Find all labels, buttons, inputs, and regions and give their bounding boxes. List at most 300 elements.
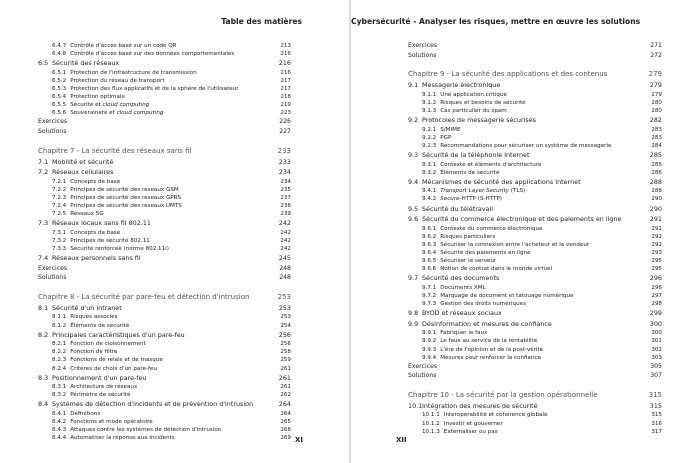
toc-entry-page-number: 233 <box>278 157 291 166</box>
toc-section-entry[interactable] <box>408 178 662 188</box>
toc-sub-entry[interactable] <box>38 69 291 77</box>
toc-entry-number: 9.7.3 <box>422 301 437 308</box>
toc-entry-number: 7.2.2 <box>52 186 67 193</box>
toc-sub-entry[interactable] <box>38 348 291 356</box>
toc-entry-text: Chapitre 8 - La sécurité par pare-feu et détection d'intrusion <box>38 292 250 301</box>
toc-entry-text: Interopérabilité et cohérence globale <box>443 412 548 419</box>
toc-entry-page-number: 290 <box>649 204 662 213</box>
toc-entry-page-number: 237 <box>280 194 291 201</box>
toc-entry-title <box>52 178 120 186</box>
toc-entry-page-number: 253 <box>277 292 291 301</box>
toc-entry-text: L'ère de l'opinion et de la post-vérité <box>440 346 544 353</box>
toc-entry-title <box>422 161 541 169</box>
toc-entry-title <box>52 210 104 218</box>
toc-section-entry[interactable] <box>408 402 662 412</box>
toc-entry-title <box>422 411 547 419</box>
toc-sub-entry[interactable] <box>38 356 291 364</box>
toc-entry-page-number: 288 <box>649 177 662 186</box>
toc-entry-page-number: 217 <box>280 77 291 84</box>
toc-entry-page-number: 317 <box>651 428 662 435</box>
toc-sub-entry[interactable] <box>408 249 662 257</box>
toc-entry-text: Fonctions de relais et de masque <box>70 357 163 364</box>
toc-entry-text: Fabriquer le faux <box>440 330 488 337</box>
toc-entry-text: Réseaux locaux sans fil 802.11 <box>52 219 151 228</box>
toc-entry-title <box>422 225 543 233</box>
toc-section-entry[interactable] <box>408 116 662 126</box>
toc-entry-text: Chapitre 9 - La sécurité des applications et des contenus <box>408 70 608 79</box>
toc-entry-page-number: 300 <box>651 330 662 337</box>
toc-sub-entry[interactable] <box>408 337 662 345</box>
toc-sub-entry[interactable] <box>408 225 662 233</box>
toc-sub-entry[interactable] <box>38 93 291 101</box>
toc-entry-text: Sécurité du commerce électronique et des paiements en ligne <box>422 215 622 224</box>
toc-entry-title <box>52 93 125 101</box>
toc-entry-text: Cas particulier du spam <box>440 107 507 114</box>
toc-entry-page-number: 254 <box>280 322 291 329</box>
toc-entry-text: Contrôle d'accès basé sur des données comportementales <box>70 51 235 58</box>
toc-section-entry[interactable] <box>408 320 662 330</box>
toc-entry-number: 7.3.2 <box>52 237 67 244</box>
toc-entry-page-number: 283 <box>651 126 662 133</box>
toc-entry-number: 9.1.1 <box>422 91 437 98</box>
toc-section-entry[interactable] <box>38 304 291 314</box>
toc-entry-number: 8.2.3 <box>52 357 67 364</box>
toc-entry-page-number: 261 <box>278 373 291 382</box>
toc-sub-entry[interactable] <box>38 365 291 373</box>
toc-section-entry[interactable] <box>408 309 662 319</box>
toc-section-entry[interactable] <box>38 374 291 384</box>
toc-sub-entry[interactable] <box>38 410 291 418</box>
toc-entry-page-number: 233 <box>277 146 291 155</box>
toc-section-entry[interactable] <box>38 254 291 264</box>
toc-entry-text: (TLS) <box>509 188 526 195</box>
toc-entry-number: 9.9.2 <box>422 338 437 345</box>
toc-entry-page-number: 242 <box>280 237 291 244</box>
toc-sub-entry[interactable] <box>408 142 662 150</box>
toc-entry-number: 6.4.8 <box>52 51 67 58</box>
toc-entry-page-number: 286 <box>651 169 662 176</box>
toc-extra-entry[interactable] <box>408 51 662 61</box>
toc-entry-title <box>52 340 146 348</box>
toc-entry-number: 9.2 <box>408 116 419 125</box>
toc-sub-entry[interactable] <box>38 194 291 202</box>
toc-sub-entry[interactable] <box>408 257 662 265</box>
toc-entry-text: Critères de choix d'un pare-feu <box>70 365 157 372</box>
toc-sub-entry[interactable] <box>408 354 662 362</box>
toc-entry-page-number: 217 <box>280 85 291 92</box>
toc-entry-text: Mobilité et sécurité <box>52 157 114 166</box>
toc-entry-title <box>52 69 197 77</box>
toc-entry-page-number: 264 <box>280 410 291 417</box>
page-number: XI <box>294 436 303 444</box>
toc-sub-entry[interactable] <box>408 265 662 273</box>
toc-entry-number: 9.5 <box>408 204 419 213</box>
toc-sub-entry[interactable] <box>408 195 662 203</box>
toc-entry-page-number: 265 <box>280 419 291 426</box>
toc-entry-title <box>408 320 552 330</box>
toc-entry-title <box>52 186 179 194</box>
running-head: Table des matières <box>221 17 302 26</box>
toc-entry-title <box>408 69 607 79</box>
toc-entry-title <box>38 374 146 384</box>
toc-entry-title <box>422 354 541 362</box>
toc-extra-entry[interactable] <box>408 362 662 372</box>
toc-sub-entry[interactable] <box>408 107 662 115</box>
toc-entry-number: 7.2.5 <box>52 211 67 218</box>
toc-entry-title <box>422 107 507 115</box>
toc-entry-number: 9.9 <box>408 319 419 328</box>
toc-entry-title-italic: cloud computing <box>102 102 150 109</box>
toc-sub-entry[interactable] <box>38 340 291 348</box>
toc-entry-number: 9.9.4 <box>422 354 437 361</box>
toc-entry-title <box>52 313 117 321</box>
toc-sub-entry[interactable] <box>408 411 662 419</box>
toc-entry-page-number: 315 <box>651 412 662 419</box>
toc-entry-page-number: 298 <box>651 301 662 308</box>
toc-entry-text: Notion de contrat dans le monde virtuel <box>440 266 553 273</box>
toc-entry-number: 8.3.1 <box>52 384 67 391</box>
toc-entry-text: Messagerie électronique <box>422 81 501 90</box>
toc-entry-page-number: 296 <box>649 274 662 283</box>
toc-entry-text: Intégration des mesures de sécurité <box>422 401 538 410</box>
toc-sub-entry[interactable] <box>408 134 662 142</box>
toc-entry-title <box>422 187 525 195</box>
toc-entry-page-number: 226 <box>279 118 291 126</box>
toc-entry-text: Attaques contre les systèmes de détection d'intrusion <box>70 427 222 434</box>
toc-sub-entry[interactable] <box>408 292 662 300</box>
toc-entry-title <box>408 362 437 372</box>
toc-entry-title <box>38 273 66 283</box>
toc-entry-title <box>422 292 574 300</box>
toc-entry-number: 8.4.4 <box>52 435 67 442</box>
toc-entry-text: Une application critique <box>440 91 507 98</box>
toc-entry-page-number: 269 <box>280 435 291 442</box>
toc-entry-text: Gestion des droits numériques <box>440 301 526 308</box>
toc-section-entry[interactable] <box>38 158 291 168</box>
toc-entry-title <box>408 274 499 284</box>
toc-entry-number: 8.4 <box>38 400 49 409</box>
toc-entry-title <box>52 42 177 50</box>
toc-extra-entry[interactable] <box>408 371 662 381</box>
toc-entry-page-number: 256 <box>280 341 291 348</box>
toc-sub-entry[interactable] <box>38 101 291 109</box>
toc-entry-text: BYOD et réseaux sociaux <box>422 309 502 318</box>
toc-entry-title <box>52 50 234 58</box>
toc-entry-number: 9.7.1 <box>422 284 437 291</box>
toc-entry-title <box>408 402 538 412</box>
toc-entry-title <box>408 390 598 400</box>
toc-entry-page-number: 262 <box>280 392 291 399</box>
toc-entry-page-number: 300 <box>649 319 662 328</box>
toc-entry-title <box>38 59 119 69</box>
toc-entry-title <box>408 41 437 51</box>
toc-section-entry[interactable] <box>408 81 662 91</box>
toc-entry-title <box>38 292 249 302</box>
toc-entry-page-number: 297 <box>651 292 662 299</box>
toc-entry-page-number: 280 <box>651 99 662 106</box>
toc-entry-text: Définitions <box>70 410 101 417</box>
toc-entry-title <box>52 194 181 202</box>
toc-entry-text: Protocoles de messagerie sécurisés <box>422 116 536 125</box>
toc-entry-page-number: 305 <box>650 362 662 370</box>
toc-entry-text: Solutions <box>408 51 437 59</box>
toc-entry-text: Sécurité d'un intranet <box>52 303 122 312</box>
toc-extra-entry[interactable] <box>408 41 662 51</box>
toc-sub-entry[interactable] <box>408 187 662 195</box>
toc-entry-number: 9.4.1 <box>422 188 437 195</box>
toc-entry-title <box>422 346 543 354</box>
toc-sub-entry[interactable] <box>38 178 291 186</box>
toc-sub-entry[interactable] <box>408 91 662 99</box>
toc-extra-entry[interactable] <box>38 117 291 127</box>
toc-entry-title <box>38 254 141 264</box>
toc-entry-title <box>38 146 191 156</box>
toc-sub-entry[interactable] <box>408 428 662 436</box>
toc-section-entry[interactable] <box>38 400 291 410</box>
toc-entry-number: 9.2.2 <box>422 134 437 141</box>
toc-entry-number: 7.2.1 <box>52 178 67 185</box>
toc-sub-entry[interactable] <box>38 434 291 442</box>
toc-entry-text: Sécurité du télétravail <box>422 204 494 213</box>
toc-entry-text: -HTTP (S-HTTP) <box>459 196 502 203</box>
toc-sub-entry[interactable] <box>38 50 291 58</box>
toc-entry-page-number: 264 <box>278 400 291 409</box>
toc-entry-number: 9.1 <box>408 81 419 90</box>
toc-sub-entry[interactable] <box>38 229 291 237</box>
toc-entry-number: 8.4.2 <box>52 419 67 426</box>
toc-entry-title <box>422 428 498 436</box>
toc-entry-text: Risques particuliers <box>440 233 496 240</box>
toc-entry-title <box>52 85 239 93</box>
toc-sub-entry[interactable] <box>38 237 291 245</box>
toc-entry-title <box>38 127 66 137</box>
toc-list <box>408 41 662 436</box>
toc-entry-title <box>38 168 113 178</box>
toc-entry-number: 9.6.2 <box>422 233 437 240</box>
toc-entry-text: Principes de sécurité des réseaux GSM <box>70 186 179 193</box>
toc-entry-text: Documents XML <box>440 284 486 291</box>
toc-sub-entry[interactable] <box>38 186 291 194</box>
toc-entry-title <box>422 169 499 177</box>
toc-entry-page-number: 242 <box>280 245 291 252</box>
toc-chapter-entry[interactable] <box>408 69 662 79</box>
toc-entry-text: PGP <box>440 134 452 141</box>
running-head: Cybersécurité - Analyser les risques, mettre en œuvre les solutions <box>351 17 641 26</box>
toc-sub-entry[interactable] <box>408 99 662 107</box>
toc-sub-entry[interactable] <box>408 420 662 428</box>
toc-sub-entry[interactable] <box>38 322 291 330</box>
toc-entry-number: 8.4.3 <box>52 427 67 434</box>
toc-section-entry[interactable] <box>408 205 662 215</box>
toc-entry-page-number: 295 <box>651 258 662 265</box>
toc-entry-title <box>52 202 182 210</box>
toc-entry-number: 10.1 <box>408 401 423 410</box>
toc-entry-page-number: 303 <box>651 354 662 361</box>
toc-sub-entry[interactable] <box>38 109 291 117</box>
toc-entry-text: Exercices <box>38 118 68 126</box>
toc-sub-entry[interactable] <box>38 418 291 426</box>
toc-entry-page-number: 285 <box>651 161 662 168</box>
toc-entry-text: Le faux au service de la rentabilité <box>440 338 538 345</box>
toc-entry-number: 6.5.5 <box>52 102 67 109</box>
toc-entry-page-number: 248 <box>279 274 291 282</box>
toc-entry-number: 9.3 <box>408 150 419 159</box>
toc-entry-number: 8.4.1 <box>52 410 67 417</box>
toc-entry-text: Concepts de base <box>70 178 121 185</box>
toc-entry-text: Sécuriser la connexion entre l'acheteur et le vendeur <box>440 241 590 248</box>
toc-sub-entry[interactable] <box>408 329 662 337</box>
toc-entry-text: Solutions <box>38 127 67 135</box>
toc-entry-text: Automatiser la réponse aux incidents <box>70 435 175 442</box>
toc-entry-page-number: 284 <box>651 142 662 149</box>
toc-entry-text: Positionnement d'un pare-feu <box>52 373 147 382</box>
toc-sub-entry[interactable] <box>408 233 662 241</box>
toc-sub-entry[interactable] <box>38 85 291 93</box>
toc-section-entry[interactable] <box>38 59 291 69</box>
toc-entry-number: 9.2.3 <box>422 142 437 149</box>
toc-list <box>38 42 291 442</box>
toc-section-entry[interactable] <box>38 331 291 341</box>
toc-entry-page-number: 301 <box>651 338 662 345</box>
toc-sub-entry[interactable] <box>38 42 291 50</box>
toc-entry-title <box>52 245 169 253</box>
toc-entry-number: 9.1.2 <box>422 99 437 106</box>
page-number: XII <box>396 436 407 444</box>
toc-entry-title <box>52 410 100 418</box>
toc-entry-text: Sécurité renforcée (norme 802.11i) <box>70 245 169 252</box>
toc-entry-title <box>422 284 486 292</box>
toc-entry-title <box>52 322 129 330</box>
toc-section-entry[interactable] <box>38 219 291 229</box>
toc-entry-title <box>408 151 530 161</box>
toc-entry-title <box>422 126 461 134</box>
toc-sub-entry[interactable] <box>408 300 662 308</box>
toc-entry-page-number: 242 <box>280 229 291 236</box>
toc-entry-text: Solutions <box>38 274 67 282</box>
toc-entry-text: Réseaux personnels sans fil <box>52 254 141 263</box>
toc-entry-number: 6.5.3 <box>52 85 67 92</box>
left-page <box>0 0 349 463</box>
toc-entry-page-number: 292 <box>651 233 662 240</box>
toc-entry-title <box>38 304 122 314</box>
toc-entry-title <box>422 420 503 428</box>
toc-entry-text: Souveraineté et <box>70 110 117 117</box>
toc-sub-entry[interactable] <box>408 169 662 177</box>
toc-entry-text: Protection du réseau de transport <box>70 77 165 84</box>
toc-entry-title <box>52 383 137 391</box>
toc-sub-entry[interactable] <box>38 391 291 399</box>
toc-entry-number: 6.5.4 <box>52 94 67 101</box>
toc-entry-text: Réseaux cellulaires <box>52 168 114 177</box>
toc-entry-number: 9.6.6 <box>422 266 437 273</box>
toc-sub-entry[interactable] <box>408 161 662 169</box>
toc-entry-page-number: 219 <box>280 102 291 109</box>
toc-entry-title <box>422 99 526 107</box>
toc-sub-entry[interactable] <box>38 202 291 210</box>
toc-entry-number: 9.6.1 <box>422 225 437 232</box>
toc-entry-title <box>422 257 496 265</box>
toc-sub-entry[interactable] <box>38 383 291 391</box>
toc-section-entry[interactable] <box>408 151 662 161</box>
toc-entry-text: Risques et besoins de sécurité <box>440 99 526 106</box>
toc-sub-entry[interactable] <box>408 346 662 354</box>
toc-entry-page-number: 223 <box>280 110 291 117</box>
toc-sub-entry[interactable] <box>38 210 291 218</box>
toc-entry-number: 9.3.2 <box>422 169 437 176</box>
toc-entry-number: 9.6.5 <box>422 258 437 265</box>
toc-entry-number: 9.7 <box>408 274 419 283</box>
toc-entry-number: 7.2.4 <box>52 203 67 209</box>
toc-entry-number: 9.6.3 <box>422 241 437 248</box>
toc-chapter-entry[interactable] <box>38 146 291 156</box>
toc-entry-page-number: 302 <box>651 346 662 353</box>
toc-entry-number: 7.3 <box>38 219 49 228</box>
toc-entry-text: Mesures pour renforcer la confiance <box>440 354 542 361</box>
toc-sub-entry[interactable] <box>408 284 662 292</box>
toc-entry-number: 8.1.2 <box>52 322 67 329</box>
toc-entry-text: Investir et gouverner <box>443 420 503 427</box>
toc-entry-title <box>408 51 436 61</box>
toc-entry-page-number: 296 <box>651 284 662 291</box>
toc-entry-text: Éléments de sécurité <box>440 169 500 176</box>
toc-entry-page-number: 279 <box>651 91 662 98</box>
toc-entry-number: 6.5.6 <box>52 110 67 117</box>
toc-sub-entry[interactable] <box>38 77 291 85</box>
toc-extra-entry[interactable] <box>38 264 291 274</box>
toc-entry-text: Chapitre 10 - La sécurité par la gestion opérationnelle <box>408 390 598 399</box>
toc-entry-text: Fonction de filtre <box>70 349 118 356</box>
toc-extra-entry[interactable] <box>38 127 291 137</box>
toc-entry-number: 7.3.3 <box>52 245 67 252</box>
toc-entry-page-number: 258 <box>280 349 291 356</box>
toc-extra-entry[interactable] <box>38 273 291 283</box>
toc-section-entry[interactable] <box>408 215 662 225</box>
toc-sub-entry[interactable] <box>38 426 291 434</box>
toc-entry-number: 10.1.3 <box>422 428 440 435</box>
toc-entry-title <box>52 348 117 356</box>
toc-chapter-entry[interactable] <box>408 390 662 400</box>
toc-entry-page-number: 291 <box>649 215 662 224</box>
toc-entry-page-number: 299 <box>649 309 662 318</box>
toc-entry-number: 9.4 <box>408 177 419 186</box>
toc-entry-page-number: 272 <box>650 51 662 59</box>
toc-entry-text: Sécuriser le serveur <box>440 258 497 265</box>
toc-sub-entry[interactable] <box>38 313 291 321</box>
toc-section-entry[interactable] <box>38 168 291 178</box>
toc-entry-text: Contexte et éléments d'architecture <box>440 161 542 168</box>
toc-entry-page-number: 293 <box>651 249 662 256</box>
toc-entry-number: 7.3.1 <box>52 229 67 236</box>
toc-entry-page-number: 288 <box>651 188 662 195</box>
toc-entry-title <box>422 329 487 337</box>
toc-entry-text: Sécurité des paiements en ligne <box>440 249 531 256</box>
toc-entry-title <box>52 101 149 109</box>
right-page <box>351 0 700 463</box>
toc-chapter-entry[interactable] <box>38 292 291 302</box>
toc-entry-title <box>38 400 253 410</box>
toc-entry-title <box>52 426 221 434</box>
toc-entry-title-italic: cloud computing <box>116 110 164 117</box>
toc-entry-text: Sécurité de la téléphonie Internet <box>422 150 530 159</box>
toc-sub-entry[interactable] <box>38 245 291 253</box>
toc-sub-entry[interactable] <box>408 126 662 134</box>
toc-sub-entry[interactable] <box>408 241 662 249</box>
toc-entry-text: Éléments de sécurité <box>70 322 130 329</box>
toc-section-entry[interactable] <box>408 274 662 284</box>
toc-entry-title <box>422 134 451 142</box>
toc-entry-page-number: 282 <box>649 116 662 125</box>
toc-entry-text: Principes de sécurité des réseaux GPRS <box>70 194 182 201</box>
